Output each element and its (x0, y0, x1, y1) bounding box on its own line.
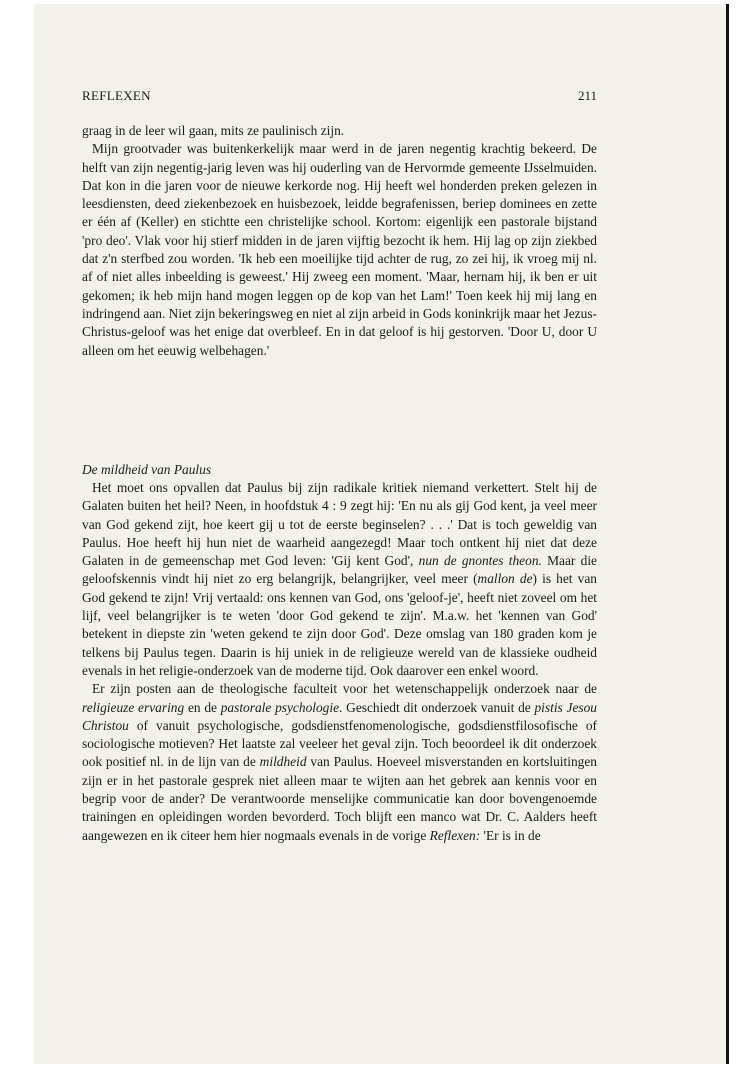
paragraph: graag in de leer wil gaan, mits ze paulinisch zijn. (82, 123, 345, 138)
text-run: 'Er is in de (480, 827, 541, 843)
text-run: of vanuit psychologische, godsdienstfenomenologische, godsdienstfilosofische of sociologische motieven? Het laatste zal veeleer het geval zijn. Toch beoordeel ik dit onderzoek ook positief nl. in de lijn van de (82, 717, 597, 770)
greek-phrase: nun de gnontes theon. (418, 553, 542, 569)
text-run: Maar die geloofskennis vindt hij niet zo erg belangrijk, belangrijker, veel meer ( (82, 553, 597, 587)
text-run: Er zijn posten aan de theologische faculteit voor het wetenschappelijk onderzoek naar de (92, 681, 597, 697)
running-header (82, 88, 597, 106)
text-run: en de (184, 699, 221, 715)
paragraph (82, 479, 597, 680)
text-run: ) is het van God gekend te zijn! Vrij vertaald: ons kennen van God, ons 'geloof-je', heeft niet zoveel om het lijf, veel belangrijker is te weten 'door God gekend te zijn'. M.a.w. het 'kennen van God' betekent in diepste zin 'weten gekend te zijn door God'. Deze omslag van 180 graden kom je telkens bij Paulus tegen. Daarin is hij uniek in de religieuze wereld van de klassieke oudheid evenals in het religie-onderzoek van de moderne tijd. Ook daarover een enkel woord. (82, 571, 597, 678)
body-text-block-2 (82, 479, 597, 845)
text-run: van Paulus. Hoeveel misverstanden en kortsluitingen zijn er in het pastorale gesprek niet alleen maar te wijten aan het gebrek aan kennis voor en begrip voor de ander? De verantwoorde menselijke communicatie kan door bovengenoemde trainingen en opleidingen worden bevorderd. Toch blijft een manco wat Dr. C. Aalders heeft aangewezen en ik citeer hem hier nogmaals evenals in de vorige (82, 754, 598, 843)
italic-term: religieuze ervaring (82, 699, 185, 715)
paragraph (82, 680, 597, 845)
text-run: Het moet ons opvallen dat Paulus bij zijn radikale kritiek niemand verkettert. Stelt hij de Galaten buiten het heil? Neen, in hoofdstuk 4 : 9 zegt hij: 'En nu als gij God kent, ja veel meer van God gekend zijt, hoe keert gij u tot de eerste beginselen? . . .' Dat is toch geweldig van Paulus. Hoe heeft hij hun niet de waarheid aangezegd! Maar toch ontkent hij niet dat deze Galaten in de gemeenschap met God leven: 'Gij kent God', (82, 480, 597, 569)
italic-term: Reflexen: (429, 827, 481, 843)
italic-term: pistis Jesou Christou (82, 699, 597, 733)
italic-term: pastorale psychologie (220, 699, 340, 715)
body-text-block-1 (82, 122, 597, 360)
section-heading: De mildheid van Paulus (82, 462, 212, 477)
greek-phrase: mallon de (477, 571, 533, 587)
text-run: . Geschiedt dit onderzoek vanuit de (339, 699, 535, 715)
paragraph: Mijn grootvader was buitenkerkelijk maar werd in de jaren negentig krachtig bekeerd. De helft van zijn negentig-jarig leven was hij ouderling van de Hervormde gemeente IJsselmuiden. Dat kon in die jaren voor de nieuwe kerkorde nog. Hij heeft wel honderden preken gelezen in leesdiensten, deed ziekenbezoek en huisbezoek, leidde begrafenissen, beriep dominees en zette er één af (Keller) en stichtte een christelijke school. Kortom: eigenlijk een pastorale bijstand 'pro deo'. Vlak voor hij stierf midden in de jaren vijftig bezocht ik hem. Hij lag op zijn ziekbed dat z'n sterfbed zou worden. 'Ik heb een moeilijke tijd achter de rug, zo zei hij, ik vroeg mij nl. af of niet alles inbeelding is geweest.' Hij zweeg een moment. 'Maar, hernam hij, ik ben er uit gekomen; ik heb mijn hand mogen leggen op de kop van het Lam!' Toen keek hij mij lang en indringend aan. Niet zijn bekeringsweg en niet al zijn arbeid in Gods koninkrijk maar het Jezus-Christus-geloof was het enige dat overbleef. En in dat geloof is hij gestorven. 'Door U, door U alleen om het eeuwig welbehagen.' (82, 141, 597, 358)
italic-term: mildheid (259, 754, 307, 770)
running-title: REFLEXEN (82, 88, 151, 103)
page-number: 211 (577, 88, 597, 103)
